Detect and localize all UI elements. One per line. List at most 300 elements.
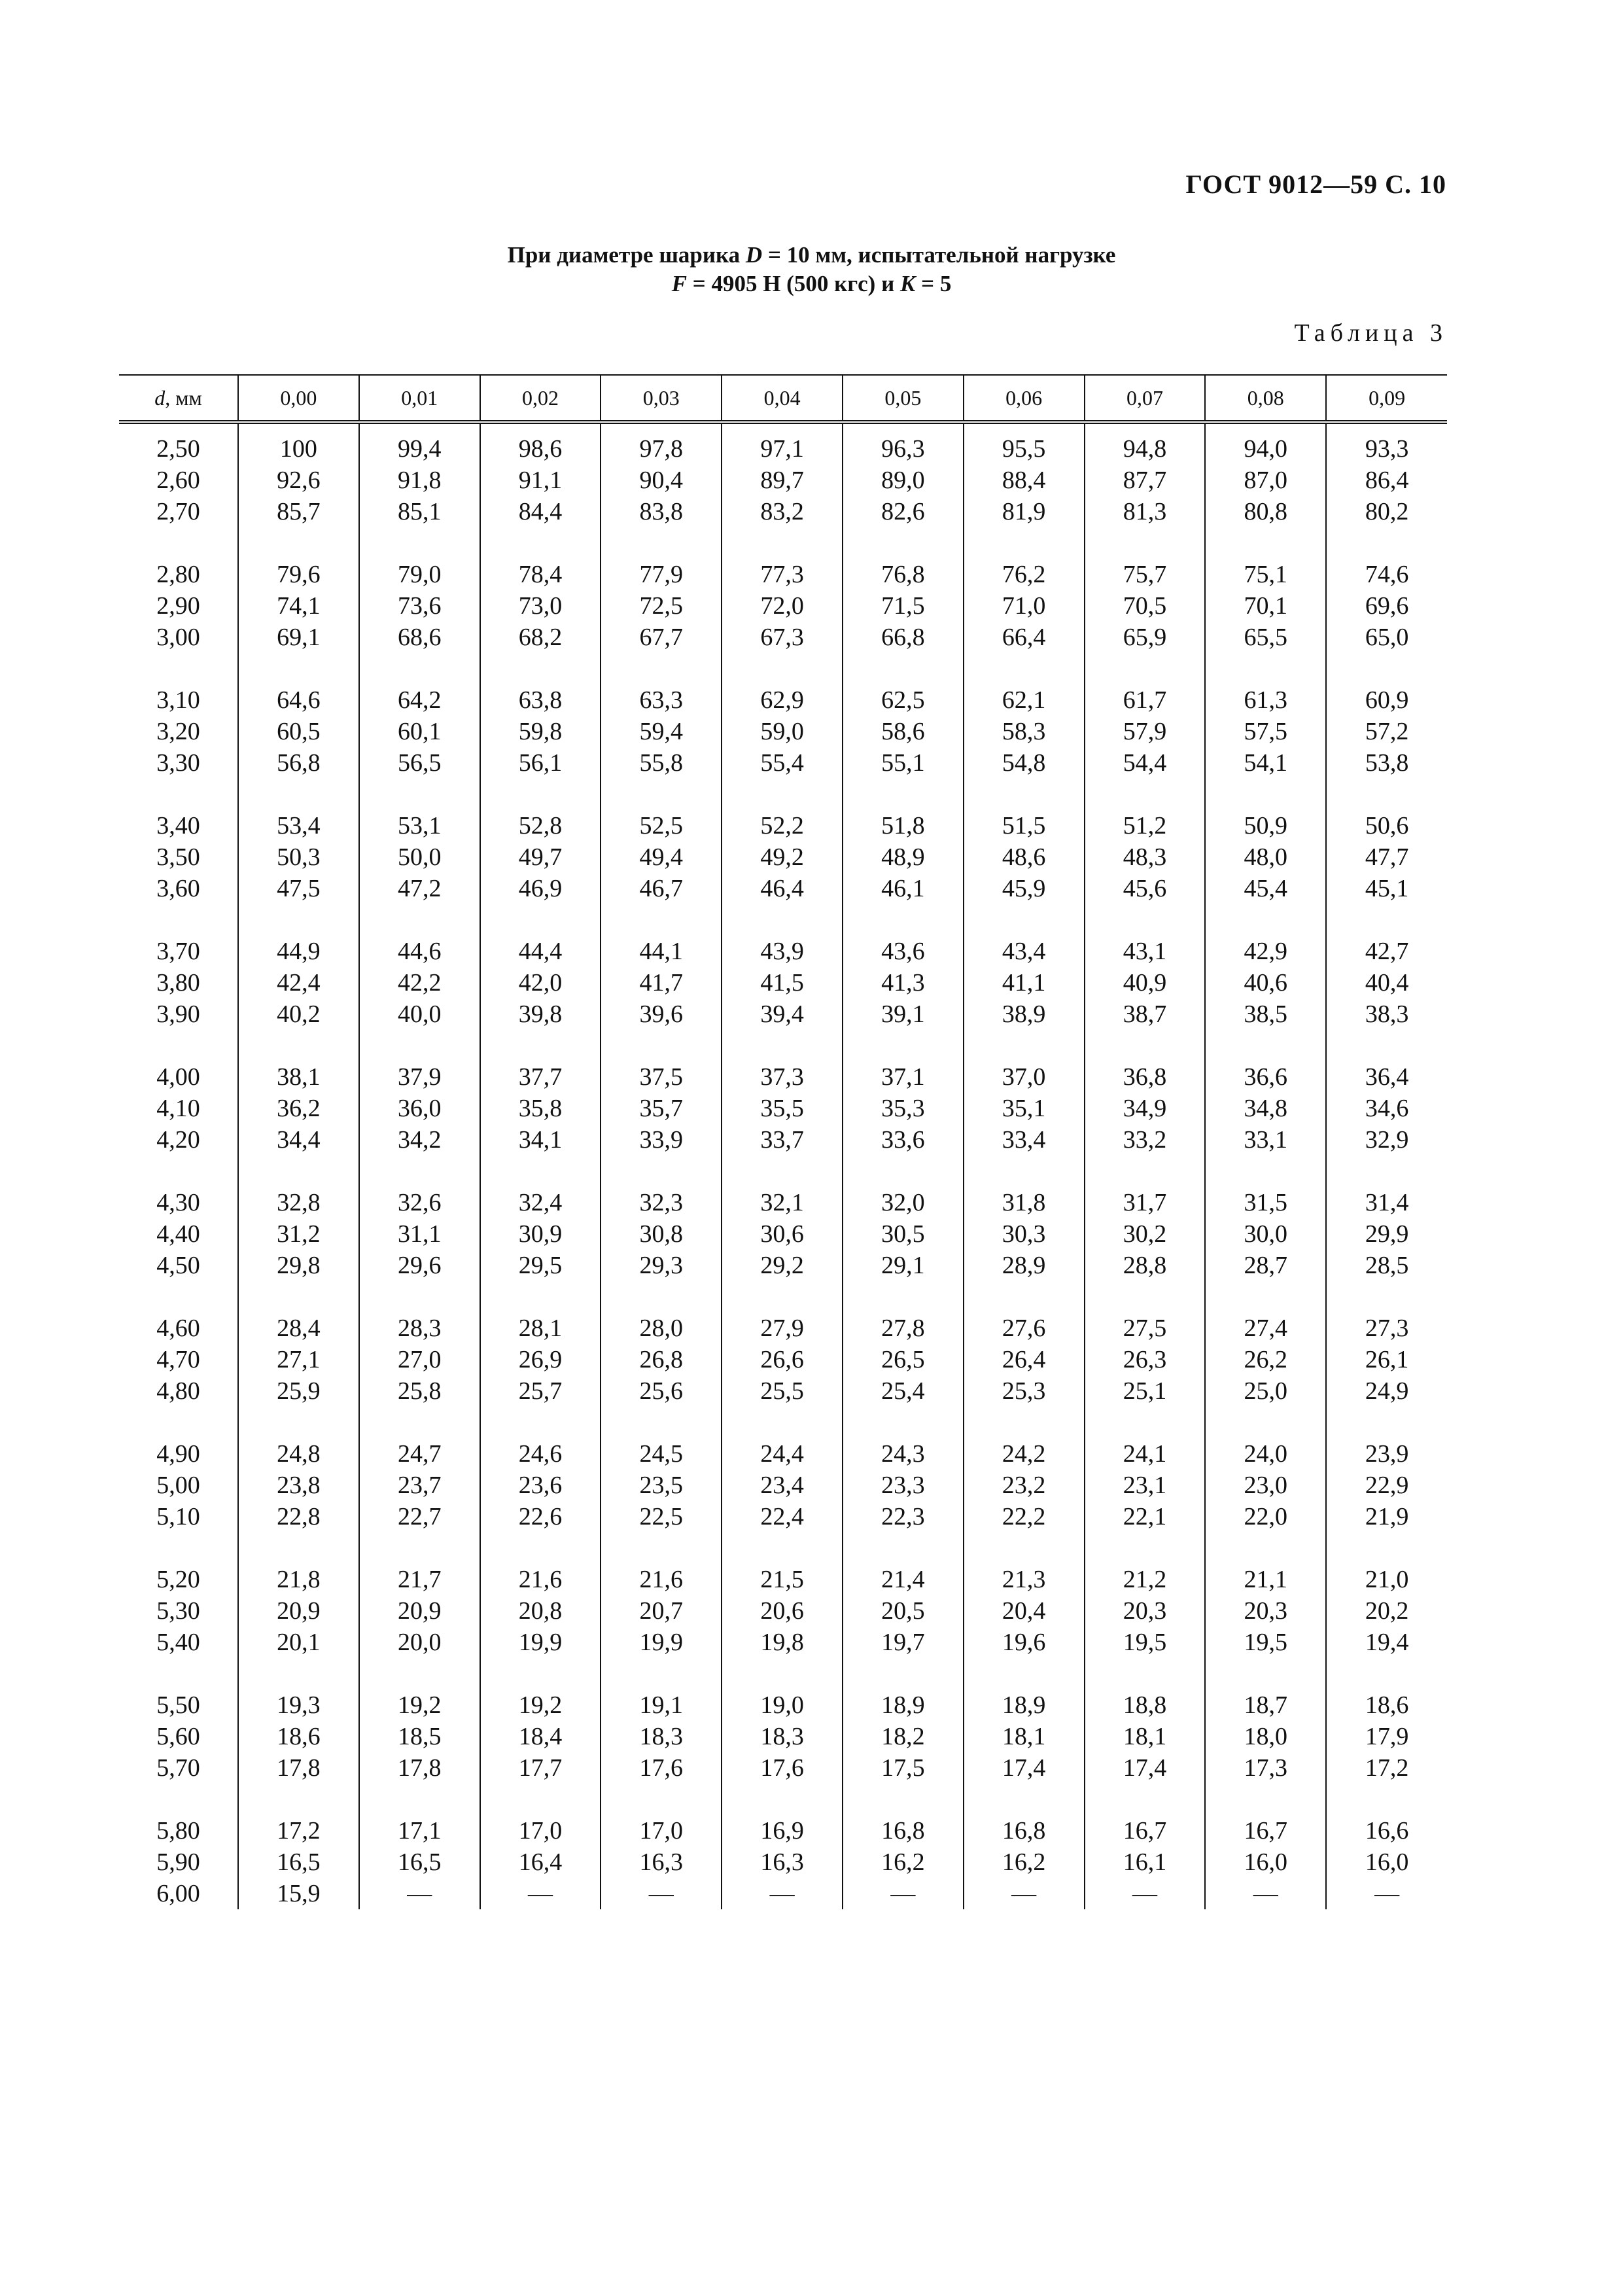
row-diameter-cell: 3,20	[156, 718, 200, 745]
hardness-value-cell: 24,2	[964, 1407, 1085, 1470]
hardness-value-cell: 92,6	[238, 465, 359, 496]
hardness-value-cell: 33,7	[722, 1124, 843, 1156]
hardness-value-cell: 25,8	[359, 1375, 480, 1407]
table-row	[119, 1250, 1447, 1281]
hardness-value-cell: 67,3	[722, 622, 843, 653]
hardness-value-cell: 51,2	[1085, 779, 1206, 841]
table-header-row	[119, 375, 1447, 422]
hardness-value-cell: 21,7	[359, 1532, 480, 1595]
hardness-value-cell: 28,4	[238, 1281, 359, 1344]
hardness-value-cell: 49,4	[601, 841, 722, 873]
hardness-value-cell: 49,7	[480, 841, 601, 873]
hardness-value-cell: 56,1	[480, 747, 601, 779]
table-row	[119, 653, 1447, 716]
hardness-value-cell: 16,3	[722, 1846, 843, 1878]
table-row	[119, 1658, 1447, 1721]
table-row	[119, 904, 1447, 967]
hardness-value-cell: 74,1	[238, 590, 359, 622]
hardness-value-cell: 30,0	[1205, 1218, 1326, 1250]
title-line-2	[0, 270, 1623, 298]
hardness-value-cell: 16,7	[1085, 1784, 1206, 1846]
hardness-value-cell: 16,3	[601, 1846, 722, 1878]
hardness-value-cell: 42,4	[238, 967, 359, 998]
hardness-value-cell: 22,9	[1326, 1470, 1447, 1501]
hardness-value-cell: 66,8	[843, 622, 964, 653]
hardness-value-cell: 47,5	[238, 873, 359, 904]
hardness-value-cell: 21,0	[1326, 1532, 1447, 1595]
hardness-value-cell: 23,3	[843, 1470, 964, 1501]
row-diameter-cell: 4,40	[156, 1220, 200, 1248]
hardness-value-cell: 16,6	[1326, 1784, 1447, 1846]
hardness-value-cell: 21,5	[722, 1532, 843, 1595]
hardness-value-cell: 37,9	[359, 1030, 480, 1093]
hardness-value-cell: 38,7	[1085, 998, 1206, 1030]
hardness-value-cell: 53,8	[1326, 747, 1447, 779]
hardness-value-cell: 18,4	[480, 1721, 601, 1752]
hardness-value-cell: 21,6	[601, 1532, 722, 1595]
hardness-value-cell: 34,2	[359, 1124, 480, 1156]
hardness-value-cell: 22,7	[359, 1501, 480, 1532]
hardness-value-cell: 29,5	[480, 1250, 601, 1281]
column-header: 0,01	[359, 375, 480, 422]
hardness-value-cell: 25,6	[601, 1375, 722, 1407]
row-diameter-cell: 4,30	[156, 1189, 200, 1216]
hardness-value-cell: 26,6	[722, 1344, 843, 1375]
hardness-value-cell: 50,0	[359, 841, 480, 873]
hardness-value-cell: 20,1	[238, 1627, 359, 1658]
table-row	[119, 873, 1447, 904]
hardness-value-cell: 80,8	[1205, 496, 1326, 527]
table-row	[119, 998, 1447, 1030]
hardness-value-cell: 28,1	[480, 1281, 601, 1344]
hardness-value-cell: 17,9	[1326, 1721, 1447, 1752]
hardness-value-cell: 22,3	[843, 1501, 964, 1532]
hardness-value-cell: 33,2	[1085, 1124, 1206, 1156]
hardness-value-cell: 36,2	[238, 1093, 359, 1124]
table-row	[119, 716, 1447, 747]
title-var-f: F	[671, 271, 688, 296]
hardness-value-cell: 63,3	[601, 653, 722, 716]
hardness-value-cell: 17,4	[1085, 1752, 1206, 1784]
hardness-value-cell: 25,1	[1085, 1375, 1206, 1407]
row-diameter-cell: 5,40	[156, 1629, 200, 1656]
row-diameter-cell: 3,30	[156, 749, 200, 777]
hardness-value-cell: 51,5	[964, 779, 1085, 841]
hardness-value-cell: 20,8	[480, 1595, 601, 1627]
hardness-value-cell: 39,8	[480, 998, 601, 1030]
table-row	[119, 1784, 1447, 1846]
row-diameter-cell: 4,80	[156, 1377, 200, 1405]
hardness-value-cell: 32,3	[601, 1156, 722, 1218]
hardness-value-cell: 24,4	[722, 1407, 843, 1470]
hardness-value-cell: 20,4	[964, 1595, 1085, 1627]
hardness-value-cell: 60,5	[238, 716, 359, 747]
hardness-value-cell: 38,1	[238, 1030, 359, 1093]
hardness-value-cell: 62,5	[843, 653, 964, 716]
hardness-value-cell: 40,0	[359, 998, 480, 1030]
hardness-value-cell: 18,9	[964, 1658, 1085, 1721]
hardness-value-cell: —	[359, 1878, 480, 1909]
hardness-value-cell: 17,4	[964, 1752, 1085, 1784]
hardness-value-cell: 27,3	[1326, 1281, 1447, 1344]
hardness-value-cell: 91,8	[359, 465, 480, 496]
hardness-value-cell: 30,3	[964, 1218, 1085, 1250]
hardness-value-cell: 22,1	[1085, 1501, 1206, 1532]
hardness-value-cell: 17,2	[238, 1784, 359, 1846]
hardness-value-cell: 21,8	[238, 1532, 359, 1595]
hardness-value-cell: 17,3	[1205, 1752, 1326, 1784]
hardness-value-cell: 29,8	[238, 1250, 359, 1281]
hardness-value-cell: 16,9	[722, 1784, 843, 1846]
hardness-value-cell: 22,8	[238, 1501, 359, 1532]
hardness-value-cell: 25,0	[1205, 1375, 1326, 1407]
hardness-value-cell: 53,1	[359, 779, 480, 841]
hardness-value-cell: 17,0	[480, 1784, 601, 1846]
hardness-value-cell: 22,5	[601, 1501, 722, 1532]
hardness-value-cell: 28,9	[964, 1250, 1085, 1281]
hardness-value-cell: 35,3	[843, 1093, 964, 1124]
hardness-value-cell: 19,3	[238, 1658, 359, 1721]
hardness-value-cell: 19,6	[964, 1627, 1085, 1658]
hardness-value-cell: 32,6	[359, 1156, 480, 1218]
hardness-value-cell: 18,1	[1085, 1721, 1206, 1752]
hardness-value-cell: 18,2	[843, 1721, 964, 1752]
hardness-value-cell: 24,1	[1085, 1407, 1206, 1470]
hardness-value-cell: 29,2	[722, 1250, 843, 1281]
row-diameter-cell: 5,30	[156, 1597, 200, 1625]
hardness-value-cell: 40,2	[238, 998, 359, 1030]
hardness-value-cell: 20,9	[359, 1595, 480, 1627]
column-header-d-var: d	[154, 385, 166, 410]
hardness-value-cell: 30,9	[480, 1218, 601, 1250]
hardness-value-cell: 17,6	[722, 1752, 843, 1784]
hardness-value-cell: 26,3	[1085, 1344, 1206, 1375]
hardness-value-cell: 68,2	[480, 622, 601, 653]
hardness-value-cell: 97,1	[722, 422, 843, 465]
hardness-value-cell: 76,2	[964, 527, 1085, 590]
hardness-value-cell: 41,3	[843, 967, 964, 998]
title-line-2-mid: = 4905 Н (500 кгс) и	[687, 271, 901, 296]
hardness-value-cell: 89,7	[722, 465, 843, 496]
hardness-value-cell: 29,3	[601, 1250, 722, 1281]
hardness-value-cell: 28,5	[1326, 1250, 1447, 1281]
hardness-value-cell: 76,8	[843, 527, 964, 590]
row-diameter-cell: 5,00	[156, 1472, 200, 1499]
hardness-value-cell: 27,9	[722, 1281, 843, 1344]
hardness-value-cell: 31,1	[359, 1218, 480, 1250]
hardness-value-cell: 50,6	[1326, 779, 1447, 841]
hardness-value-cell: 47,2	[359, 873, 480, 904]
hardness-value-cell: 47,7	[1326, 841, 1447, 873]
table-row	[119, 1281, 1447, 1344]
hardness-value-cell: 22,2	[964, 1501, 1085, 1532]
hardness-value-cell: 23,7	[359, 1470, 480, 1501]
hardness-value-cell: 23,2	[964, 1470, 1085, 1501]
hardness-value-cell: 48,3	[1085, 841, 1206, 873]
hardness-value-cell: 44,4	[480, 904, 601, 967]
hardness-value-cell: 25,7	[480, 1375, 601, 1407]
hardness-value-cell: 26,4	[964, 1344, 1085, 1375]
hardness-value-cell: —	[480, 1878, 601, 1909]
hardness-value-cell: 94,8	[1085, 422, 1206, 465]
hardness-value-cell: 70,1	[1205, 590, 1326, 622]
hardness-value-cell: 20,6	[722, 1595, 843, 1627]
title-line-2-suffix: = 5	[915, 271, 952, 296]
hardness-value-cell: 23,1	[1085, 1470, 1206, 1501]
hardness-value-cell: 27,4	[1205, 1281, 1326, 1344]
hardness-value-cell: 16,5	[359, 1846, 480, 1878]
hardness-value-cell: 63,8	[480, 653, 601, 716]
hardness-value-cell: 71,0	[964, 590, 1085, 622]
hardness-value-cell: 26,1	[1326, 1344, 1447, 1375]
hardness-value-cell: 26,5	[843, 1344, 964, 1375]
row-diameter-cell: 2,50	[156, 435, 200, 463]
hardness-value-cell: 38,9	[964, 998, 1085, 1030]
hardness-value-cell: 20,0	[359, 1627, 480, 1658]
hardness-value-cell: 15,9	[238, 1878, 359, 1909]
hardness-value-cell: 44,1	[601, 904, 722, 967]
hardness-value-cell: 45,9	[964, 873, 1085, 904]
hardness-value-cell: 45,6	[1085, 873, 1206, 904]
hardness-value-cell: 32,4	[480, 1156, 601, 1218]
table-row	[119, 422, 1447, 465]
hardness-value-cell: 34,9	[1085, 1093, 1206, 1124]
hardness-value-cell: 32,0	[843, 1156, 964, 1218]
hardness-value-cell: 37,7	[480, 1030, 601, 1093]
hardness-value-cell: 80,2	[1326, 496, 1447, 527]
hardness-value-cell: 49,2	[722, 841, 843, 873]
hardness-value-cell: 33,9	[601, 1124, 722, 1156]
hardness-value-cell: 28,7	[1205, 1250, 1326, 1281]
hardness-value-cell: 60,9	[1326, 653, 1447, 716]
hardness-value-cell: 35,5	[722, 1093, 843, 1124]
hardness-value-cell: 17,8	[238, 1752, 359, 1784]
hardness-value-cell: 85,7	[238, 496, 359, 527]
hardness-value-cell: 21,9	[1326, 1501, 1447, 1532]
hardness-value-cell: 32,8	[238, 1156, 359, 1218]
hardness-value-cell: 65,0	[1326, 622, 1447, 653]
hardness-value-cell: 17,1	[359, 1784, 480, 1846]
hardness-value-cell: 20,5	[843, 1595, 964, 1627]
row-diameter-cell: 5,60	[156, 1723, 200, 1750]
hardness-value-cell: 55,8	[601, 747, 722, 779]
hardness-value-cell: —	[843, 1878, 964, 1909]
hardness-value-cell: —	[1205, 1878, 1326, 1909]
hardness-value-cell: 97,8	[601, 422, 722, 465]
hardness-value-cell: 24,5	[601, 1407, 722, 1470]
hardness-value-cell: 57,9	[1085, 716, 1206, 747]
hardness-value-cell: 51,8	[843, 779, 964, 841]
column-header: 0,02	[480, 375, 601, 422]
hardness-value-cell: 56,8	[238, 747, 359, 779]
table-row	[119, 1721, 1447, 1752]
hardness-value-cell: 19,9	[480, 1627, 601, 1658]
hardness-value-cell: 32,9	[1326, 1124, 1447, 1156]
hardness-value-cell: 16,8	[843, 1784, 964, 1846]
row-diameter-cell: 2,80	[156, 561, 200, 588]
table-row	[119, 1093, 1447, 1124]
hardness-value-cell: 20,7	[601, 1595, 722, 1627]
hardness-value-cell: 17,2	[1326, 1752, 1447, 1784]
table-header	[119, 375, 1447, 422]
row-diameter-cell: 5,90	[156, 1848, 200, 1876]
table-row	[119, 590, 1447, 622]
hardness-value-cell: 30,8	[601, 1218, 722, 1250]
hardness-value-cell: 18,9	[843, 1658, 964, 1721]
hardness-value-cell: 42,7	[1326, 904, 1447, 967]
hardness-value-cell: 60,1	[359, 716, 480, 747]
hardness-value-cell: 66,4	[964, 622, 1085, 653]
hardness-value-cell: 17,5	[843, 1752, 964, 1784]
hardness-value-cell: 36,4	[1326, 1030, 1447, 1093]
row-diameter-cell: 5,10	[156, 1503, 200, 1530]
hardness-value-cell: —	[1326, 1878, 1447, 1909]
hardness-value-cell: 23,0	[1205, 1470, 1326, 1501]
hardness-value-cell: 61,3	[1205, 653, 1326, 716]
hardness-value-cell: 87,0	[1205, 465, 1326, 496]
row-diameter-cell: 2,60	[156, 467, 200, 494]
hardness-value-cell: 57,2	[1326, 716, 1447, 747]
hardness-value-cell: 25,3	[964, 1375, 1085, 1407]
hardness-value-cell: 22,0	[1205, 1501, 1326, 1532]
hardness-value-cell: 16,5	[238, 1846, 359, 1878]
hardness-value-cell: 44,9	[238, 904, 359, 967]
row-diameter-cell: 2,70	[156, 498, 200, 525]
hardness-value-cell: 19,1	[601, 1658, 722, 1721]
hardness-value-cell: 48,0	[1205, 841, 1326, 873]
hardness-value-cell: 21,6	[480, 1532, 601, 1595]
row-diameter-cell: 3,40	[156, 812, 200, 839]
table-caption: Таблица 3	[1294, 319, 1448, 347]
hardness-value-cell: 65,9	[1085, 622, 1206, 653]
table-row	[119, 1752, 1447, 1784]
hardness-value-cell: 19,2	[359, 1658, 480, 1721]
column-header: 0,00	[238, 375, 359, 422]
hardness-value-cell: 33,6	[843, 1124, 964, 1156]
hardness-value-cell: 52,5	[601, 779, 722, 841]
hardness-value-cell: 59,0	[722, 716, 843, 747]
hardness-value-cell: 41,7	[601, 967, 722, 998]
row-diameter-cell: 4,00	[156, 1063, 200, 1091]
hardness-value-cell: 20,9	[238, 1595, 359, 1627]
hardness-value-cell: 35,7	[601, 1093, 722, 1124]
hardness-value-cell: 81,9	[964, 496, 1085, 527]
hardness-value-cell: 83,8	[601, 496, 722, 527]
hardness-value-cell: 84,4	[480, 496, 601, 527]
hardness-value-cell: 70,5	[1085, 590, 1206, 622]
hardness-value-cell: 68,6	[359, 622, 480, 653]
row-diameter-cell: 3,00	[156, 624, 200, 651]
hardness-value-cell: 71,5	[843, 590, 964, 622]
hardness-value-cell: 37,0	[964, 1030, 1085, 1093]
hardness-value-cell: 21,4	[843, 1532, 964, 1595]
hardness-value-cell: 86,4	[1326, 465, 1447, 496]
hardness-value-cell: 17,8	[359, 1752, 480, 1784]
hardness-value-cell: 22,4	[722, 1501, 843, 1532]
table-title	[0, 241, 1623, 298]
hardness-value-cell: 91,1	[480, 465, 601, 496]
hardness-value-cell: 77,3	[722, 527, 843, 590]
hardness-value-cell: 64,6	[238, 653, 359, 716]
hardness-value-cell: 43,6	[843, 904, 964, 967]
hardness-value-cell: 81,3	[1085, 496, 1206, 527]
hardness-value-cell: 83,2	[722, 496, 843, 527]
hardness-value-cell: 42,2	[359, 967, 480, 998]
table-row	[119, 1595, 1447, 1627]
hardness-value-cell: 18,1	[964, 1721, 1085, 1752]
table-row	[119, 1375, 1447, 1407]
hardness-value-cell: —	[722, 1878, 843, 1909]
hardness-value-cell: 32,1	[722, 1156, 843, 1218]
hardness-value-cell: 30,6	[722, 1218, 843, 1250]
hardness-value-cell: 94,0	[1205, 422, 1326, 465]
hardness-value-cell: 41,1	[964, 967, 1085, 998]
hardness-value-cell: 20,3	[1085, 1595, 1206, 1627]
hardness-value-cell: 19,7	[843, 1627, 964, 1658]
hardness-value-cell: 25,4	[843, 1375, 964, 1407]
hardness-value-cell: 29,1	[843, 1250, 964, 1281]
hardness-value-cell: 56,5	[359, 747, 480, 779]
row-diameter-cell: 3,80	[156, 969, 200, 997]
table-row	[119, 1407, 1447, 1470]
row-diameter-cell: 3,10	[156, 686, 200, 714]
hardness-value-cell: 20,3	[1205, 1595, 1326, 1627]
table-row	[119, 465, 1447, 496]
hardness-value-cell: 43,1	[1085, 904, 1206, 967]
hardness-value-cell: 59,4	[601, 716, 722, 747]
hardness-table	[119, 374, 1447, 1909]
row-diameter-cell: 3,90	[156, 1000, 200, 1028]
hardness-value-cell: 48,6	[964, 841, 1085, 873]
hardness-value-cell: 34,4	[238, 1124, 359, 1156]
table-row	[119, 496, 1447, 527]
hardness-value-cell: 31,7	[1085, 1156, 1206, 1218]
hardness-value-cell: 18,7	[1205, 1658, 1326, 1721]
hardness-value-cell: 23,4	[722, 1470, 843, 1501]
hardness-value-cell: 93,3	[1326, 422, 1447, 465]
hardness-value-cell: 45,4	[1205, 873, 1326, 904]
hardness-value-cell: 18,5	[359, 1721, 480, 1752]
hardness-value-cell: 67,7	[601, 622, 722, 653]
hardness-value-cell: 18,8	[1085, 1658, 1206, 1721]
row-diameter-cell: 2,90	[156, 592, 200, 620]
hardness-value-cell: 23,9	[1326, 1407, 1447, 1470]
hardness-value-cell: 16,0	[1205, 1846, 1326, 1878]
table-row	[119, 1627, 1447, 1658]
hardness-value-cell: 37,5	[601, 1030, 722, 1093]
hardness-value-cell: —	[601, 1878, 722, 1909]
hardness-value-cell: 43,4	[964, 904, 1085, 967]
hardness-value-cell: 20,2	[1326, 1595, 1447, 1627]
hardness-value-cell: 39,6	[601, 998, 722, 1030]
hardness-value-cell: 28,3	[359, 1281, 480, 1344]
table-row	[119, 1846, 1447, 1878]
hardness-value-cell: 18,3	[601, 1721, 722, 1752]
hardness-value-cell: 18,3	[722, 1721, 843, 1752]
table-row	[119, 779, 1447, 841]
hardness-value-cell: 46,9	[480, 873, 601, 904]
hardness-value-cell: 17,6	[601, 1752, 722, 1784]
hardness-value-cell: 58,3	[964, 716, 1085, 747]
hardness-value-cell: 36,6	[1205, 1030, 1326, 1093]
hardness-value-cell: 42,0	[480, 967, 601, 998]
column-header: 0,08	[1205, 375, 1326, 422]
hardness-value-cell: 34,1	[480, 1124, 601, 1156]
hardness-value-cell: 41,5	[722, 967, 843, 998]
hardness-value-cell: 62,1	[964, 653, 1085, 716]
hardness-value-cell: 40,6	[1205, 967, 1326, 998]
hardness-value-cell: 28,8	[1085, 1250, 1206, 1281]
